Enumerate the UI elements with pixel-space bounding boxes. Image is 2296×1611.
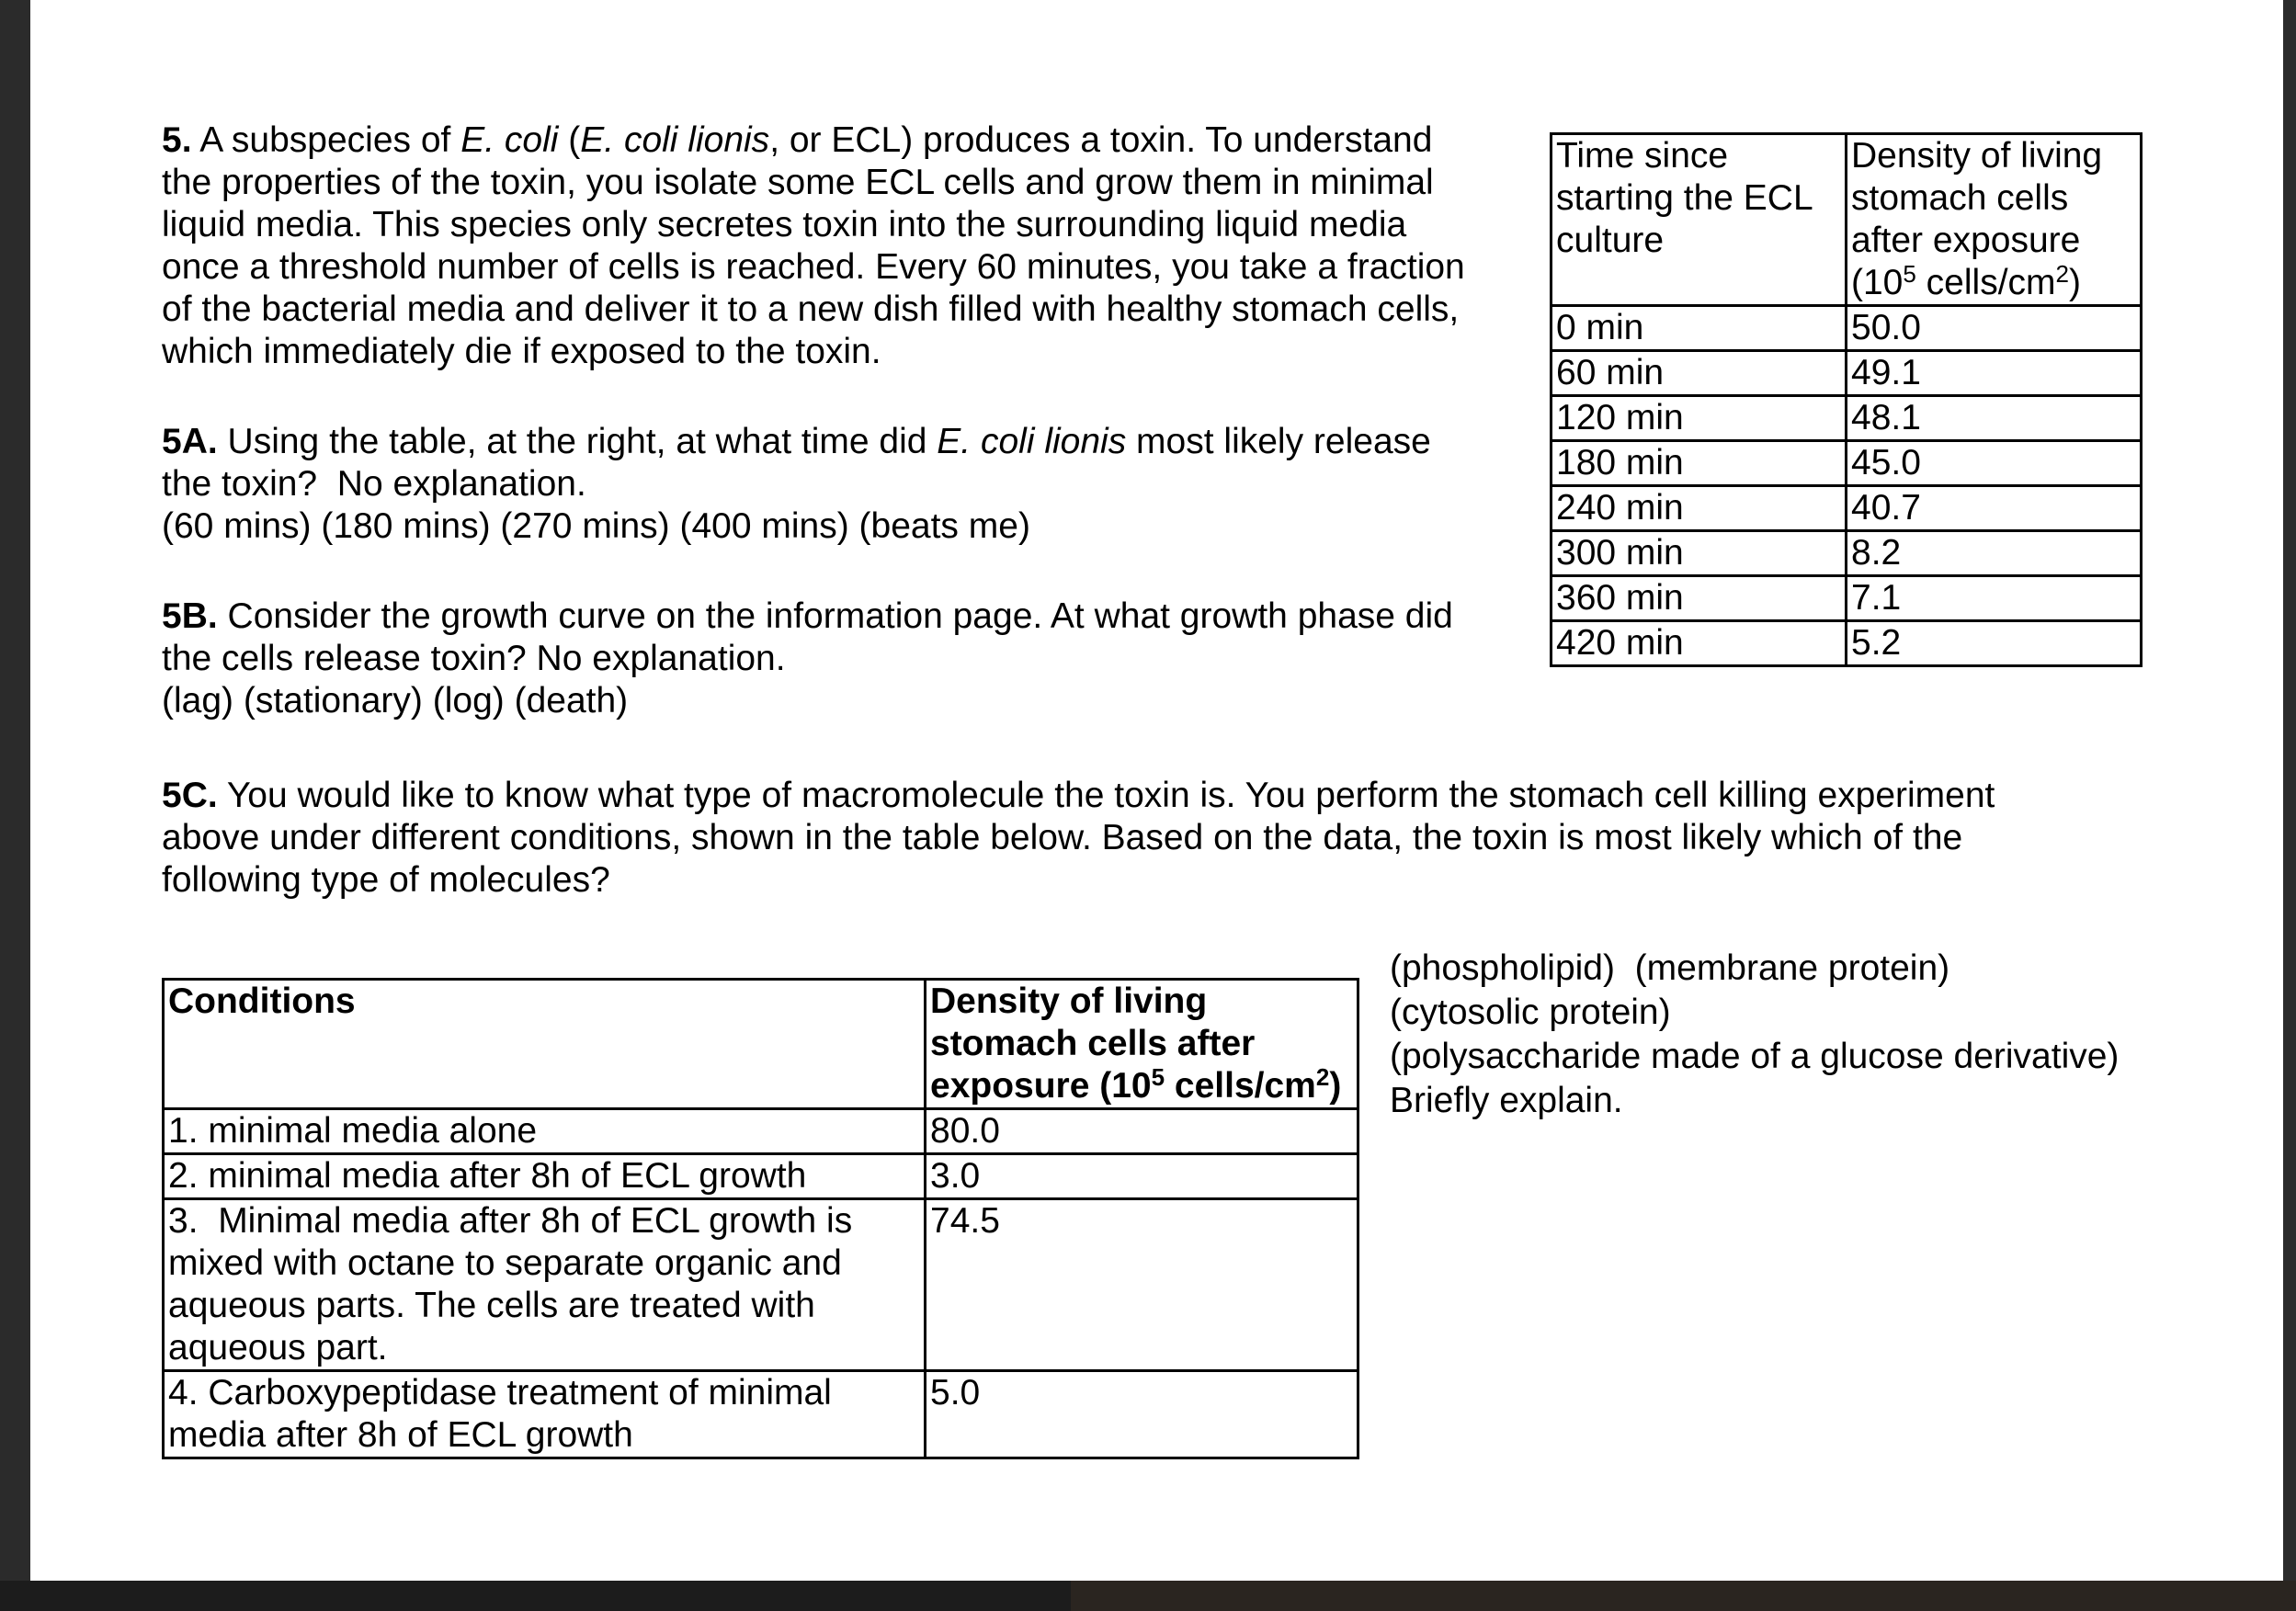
- question-5a-number: 5A.: [162, 422, 218, 461]
- question-5a: 5A. Using the table, at the right, at what time did E. coli lionis most likely release the toxin? No explanation. (60 mins) (180 mins) (270 mins) (400 mins) (beats me): [162, 422, 1431, 546]
- bottom-window-border-right: [1071, 1581, 2296, 1611]
- toxin-time-table: [1550, 132, 2143, 667]
- question-5-intro: 5. A subspecies of E. coli (E. coli lionis, or ECL) produces a toxin. To understand the properties of the toxin, you isolate some ECL cells and grow them in minimal liquid media. This species only secretes toxin into the surrounding liquid media once a threshold number of cells is reached. Every 60 minutes, you take a fraction of the bacterial media and deliver it to a new dish filled with healthy stomach cells, which immediately die if exposed to the toxin.: [162, 120, 1465, 371]
- question-5b-options: (lag) (stationary) (log) (death): [162, 681, 629, 720]
- conditions-table: [162, 978, 1359, 1459]
- table-row: 300 min 8.2: [1552, 531, 2142, 576]
- table-row: 120 min 48.1: [1552, 396, 2142, 441]
- header-density: Density of living stomach cells after exposure ($10^5$ cells/$cm^2$): [1847, 134, 2142, 306]
- question-5a-options: (60 mins) (180 mins) (270 mins) (400 mins) (beats me): [162, 506, 1030, 546]
- question-5b-number: 5B.: [162, 596, 218, 636]
- question-5b: 5B. Consider the growth curve on the information page. At what growth phase did the cells release toxin? No explanation. (lag) (stationary) (log) (death): [162, 596, 1453, 720]
- header-density: Density of living stomach cells after exposure ($10^5$ cells/$cm^2$): [926, 980, 1358, 1109]
- header-conditions: Conditions: [164, 980, 926, 1109]
- question-5-number: 5.: [162, 120, 192, 160]
- table-row: 1. minimal media alone 80.0: [164, 1109, 1358, 1154]
- table-row: 60 min 49.1: [1552, 351, 2142, 396]
- table-row: 0 min 50.0: [1552, 306, 2142, 351]
- question-5c: 5C. You would like to know what type of macromolecule the toxin is. You perform the stomach cell killing experiment above under different conditions, shown in the table below. Based on the data, the toxin is most likely which of the following type of molecules?: [162, 776, 1995, 900]
- question-5c-options: (phospholipid) (membrane protein) (cytosolic protein) (polysaccharide made of a glucose derivative) Briefly explain.: [1390, 948, 2120, 1120]
- table-row: 240 min 40.7: [1552, 486, 2142, 531]
- table-row: 360 min 7.1: [1552, 576, 2142, 621]
- header-time: Time since starting the ECL culture: [1552, 134, 1847, 306]
- table-header-row: [164, 980, 1358, 1109]
- table-row: 3. Minimal media after 8h of ECL growth is mixed with octane to separate organic and aqueous parts. The cells are treated with aqueous part. 74.5: [164, 1199, 1358, 1371]
- table-header-row: [1552, 134, 2142, 306]
- table-row: 4. Carboxypeptidase treatment of minimal media after 8h of ECL growth 5.0: [164, 1371, 1358, 1458]
- table-row: 180 min 45.0: [1552, 441, 2142, 486]
- table-row: 420 min 5.2: [1552, 621, 2142, 666]
- question-5c-number: 5C.: [162, 776, 218, 815]
- right-window-border: [2283, 0, 2296, 1611]
- table-row: 2. minimal media after 8h of ECL growth 3.0: [164, 1154, 1358, 1199]
- left-window-border: [0, 0, 30, 1611]
